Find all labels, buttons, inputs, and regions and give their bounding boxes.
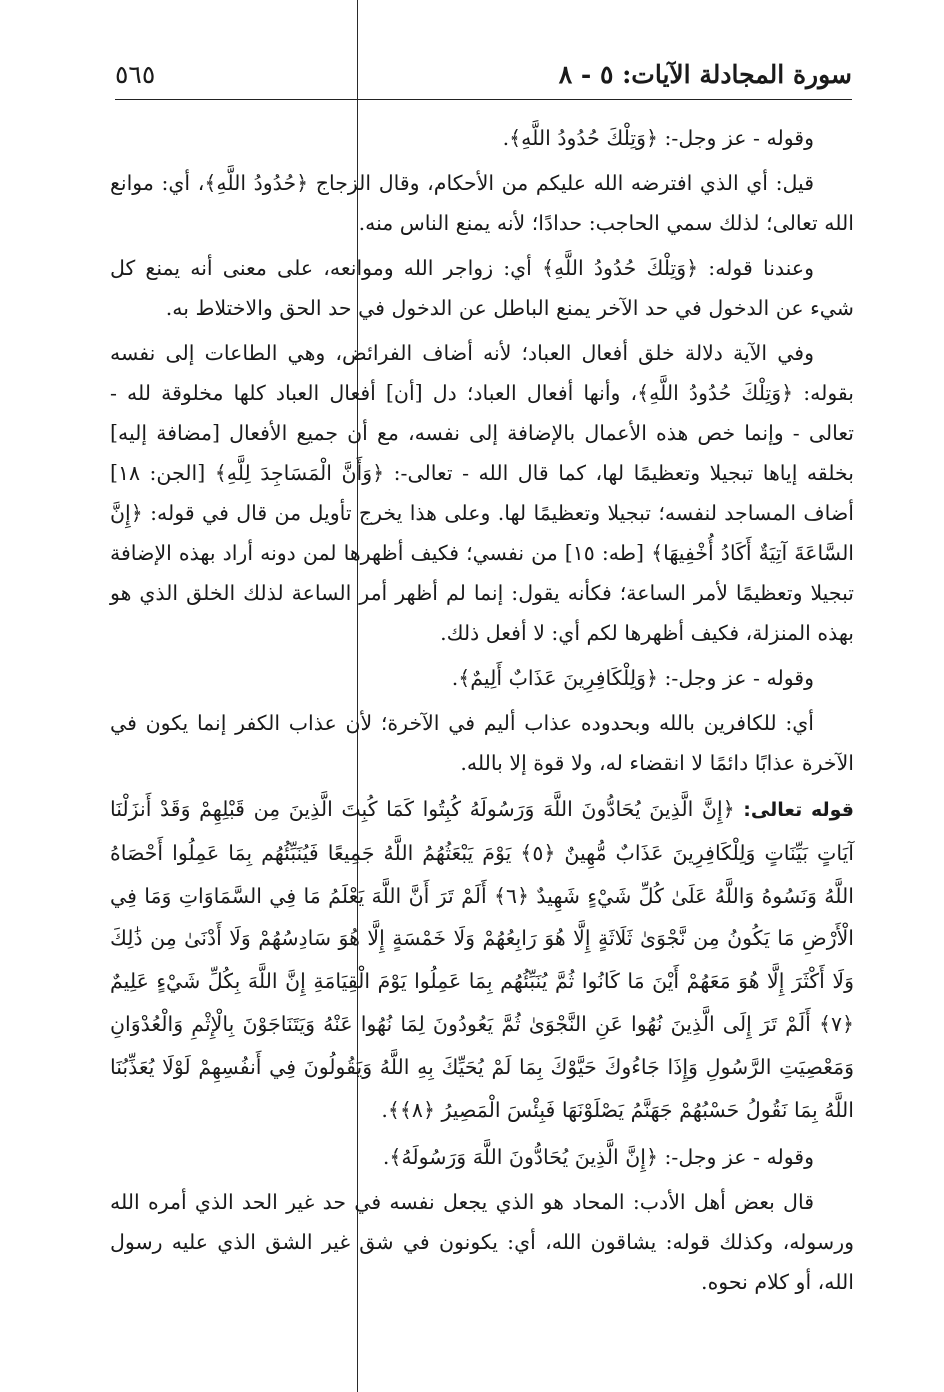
paragraph-7: وقوله - عز وجل-: ﴿إِنَّ الَّذِينَ يُحَادُّونَ اللَّهَ وَرَسُولَهُ﴾. [382,1145,814,1170]
header-title: سورة المجادلة الآيات: ٥ - ٨ [558,60,852,89]
running-header [115,56,852,98]
header-divider [115,99,852,100]
paragraph-2: قيل: أي الذي افترضه الله عليكم من الأحكام، وقال الزجاج ﴿حُدُودُ اللَّهِ﴾، أي: موانع الله تعالى؛ لذلك سمي الحاجب: حدادًا؛ لأنه يمنع الناس منه. [110,171,854,235]
paragraph-8: قال بعض أهل الأدب: المحاد هو الذي يجعل نفسه في حد غير الحد الذي أمره الله ورسوله، وكذلك قوله: يشاقون الله، أي: يكونون في شق غير الشق الذي عليه رسول الله، أو كلام نحوه. [110,1190,854,1295]
paragraph-5: وقوله - عز وجل-: ﴿وَلِلْكَافِرِينَ عَذَابٌ أَلِيمٌ﴾. [451,666,814,690]
paragraph-4: وفي الآية دلالة خلق أفعال العباد؛ لأنه أضاف الفرائض، وهي الطاعات إلى نفسه بقوله: ﴿وَتِلْكَ حُدُودُ اللَّهِ﴾، وأنها أفعال العباد؛ دل [أن] أفعال العباد كلها مخلوقة لله - تعالى - وإنما خص هذه الأعمال بالإضافة إلى نفسه، مع أن جميع الأفعال [مضافة إليه] بخلقه إياها تبجيلا وتعظيمًا لها، كما قال الله - تعالى-: ﴿وَأَنَّ الْمَسَاجِدَ لِلَّهِ﴾ [الجن: ١٨] أضاف المساجد لنفسه؛ تبجيلا وتعظيمًا لها. وعلى هذا يخرج تأويل من قال في قوله: ﴿إِنَّ السَّاعَةَ آتِيَةٌ أَكَادُ أُخْفِيهَا﴾ [طه: ١٥] من نفسي؛ فكيف أظهرها لمن دونه أراد بهذه الإضافة تبجيلا وتعظيمًا لأمر الساعة؛ فكأنه يقول: إنما لم أظهر أمر الساعة لذلك الخلق الذي هو بهذه المنزلة، فكيف أظهرها لكم أي: لا أفعل ذلك. [110,341,855,645]
page-body [110,118,854,1307]
verse-label: قوله تعالى: [743,799,854,821]
paragraph-6: أي: للكافرين بالله وبحدوده عذاب أليم في الآخرة؛ لأن عذاب الكفر إنما يكون في الآخرة عذابًا دائمًا لا انقضاء له، ولا قوة إلا بالله. [110,711,854,775]
paragraph-1: وقوله - عز وجل-: ﴿وَتِلْكَ حُدُودُ اللَّهِ﴾. [502,126,814,150]
page-number: ٥٦٥ [115,60,156,89]
quran-verses-text: ﴿إِنَّ الَّذِينَ يُحَادُّونَ اللَّهَ وَرَسُولَهُ كُبِتُوا كَمَا كُبِتَ الَّذِينَ مِن قَبْلِهِمْ وَقَدْ أَنزَلْنَا آيَاتٍ بَيِّنَاتٍ وَلِلْكَافِرِينَ عَذَابٌ مُّهِينٌ ﴿٥﴾ يَوْمَ يَبْعَثُهُمُ اللَّهُ جَمِيعًا فَيُنَبِّئُهُم بِمَا عَمِلُوا أَحْصَاهُ اللَّهُ وَنَسُوهُ وَاللَّهُ عَلَىٰ كُلِّ شَيْءٍ شَهِيدٌ ﴿٦﴾ أَلَمْ تَرَ أَنَّ اللَّهَ يَعْلَمُ مَا فِي السَّمَاوَاتِ وَمَا فِي الْأَرْضِ مَا يَكُونُ مِن نَّجْوَىٰ ثَلَاثَةٍ إِلَّا هُوَ رَابِعُهُمْ وَلَا خَمْسَةٍ إِلَّا هُوَ سَادِسُهُمْ وَلَا أَدْنَىٰ مِن ذَٰلِكَ وَلَا أَكْثَرَ إِلَّا هُوَ مَعَهُمْ أَيْنَ مَا كَانُوا ثُمَّ يُنَبِّئُهُم بِمَا عَمِلُوا يَوْمَ الْقِيَامَةِ إِنَّ اللَّهَ بِكُلِّ شَيْءٍ عَلِيمٌ ﴿٧﴾ أَلَمْ تَرَ إِلَى الَّذِينَ نُهُوا عَنِ النَّجْوَىٰ ثُمَّ يَعُودُونَ لِمَا نُهُوا عَنْهُ وَيَتَنَاجَوْنَ بِالْإِثْمِ وَالْعُدْوَانِ وَمَعْصِيَتِ الرَّسُولِ وَإِذَا جَاءُوكَ حَيَّوْكَ بِمَا لَمْ يُحَيِّكَ بِهِ اللَّهُ وَيَقُولُونَ فِي أَنفُسِهِمْ لَوْلَا يُعَذِّبُنَا اللَّهُ بِمَا نَقُولُ حَسْبُهُمْ جَهَنَّمُ يَصْلَوْنَهَا فَبِئْسَ الْمَصِيرُ ﴿٨﴾﴾. [110,797,855,1122]
paragraph-3: وعندنا قوله: ﴿وَتِلْكَ حُدُودُ اللَّهِ﴾ أي: زواجر الله وموانعه، على معنى أنه يمنع كل شيء عن الدخول في حد الآخر يمنع الباطل عن الدخول في حد الحق والاختلاط به. [110,256,854,320]
quran-verses-block [110,788,854,1131]
